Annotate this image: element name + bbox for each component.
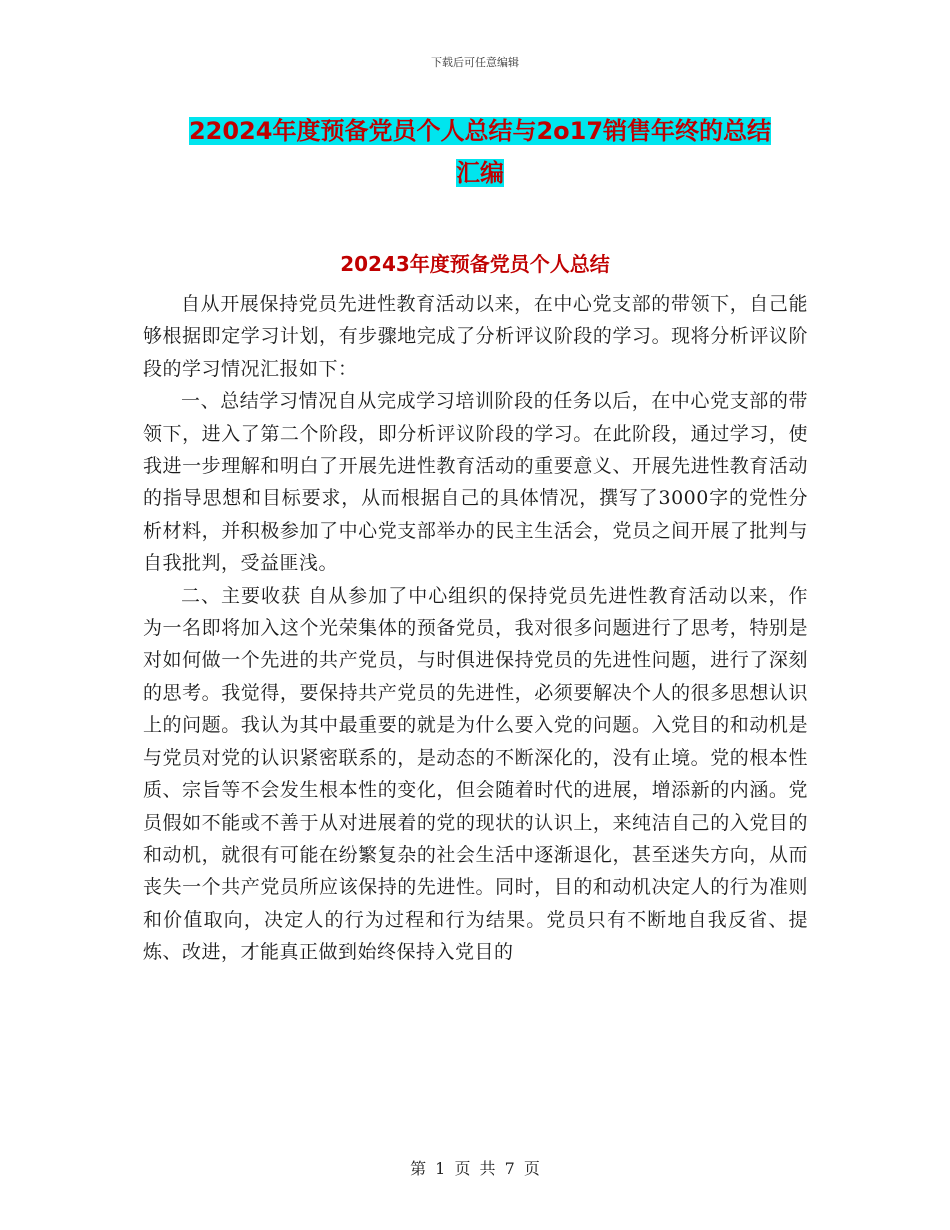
document-title-line-2: 汇编 [456, 159, 504, 187]
paragraph-main-gains: 二、主要收获 自从参加了中心组织的保持党员先进性教育活动以来，作为一名即将加入这个光荣集体的预备党员，我对很多问题进行了思考，特别是对如何做一个先进的共产党员，与时俱进保持党员的先进性问题，进行了深刻的思考。我觉得，要保持共产党员的先进性，必须要解决个人的很多思想认识上的问题。我认为其中最重要的就是为什么要入党的问题。入党目的和动机是与党员对党的认识紧密联系的，是动态的不断深化的，没有止境。党的根本性质、宗旨等不会发生根本性的变化，但会随着时代的进展，增添新的内涵。党员假如不能或不善于从对进展着的党的现状的认识上，来纯洁自己的入党目的和动机，就很有可能在纷繁复杂的社会生活中逐渐退化，甚至迷失方向，从而丧失一个共产党员所应该保持的先进性。同时，目的和动机决定人的行为准则和价值取向，决定人的行为过程和行为结果。党员只有不断地自我反省、提炼、改进，才能真正做到始终保持入党目的 [143, 584, 808, 964]
paragraph-intro: 自从开展保持党员先进性教育活动以来，在中心党支部的带领下，自己能够根据即定学习计划，有步骤地完成了分析评议阶段的学习。现将分析评议阶段的学习情况汇报如下： [143, 293, 808, 380]
section-title: 20243年度预备党员个人总结 [340, 252, 610, 276]
document-title-line-1: 22024年度预备党员个人总结与2o17销售年终的总结 [188, 117, 772, 145]
paragraph-study-summary: 一、总结学习情况自从完成学习培训阶段的任务以后，在中心党支部的带领下，进入了第二个阶段，即分析评议阶段的学习。在此阶段，通过学习，使我进一步理解和明白了开展先进性教育活动的重要意义、开展先进性教育活动的指导思想和目标要求，从而根据自己的具体情况，撰写了3000字的党性分析材料，并积极参加了中心党支部举办的民主生活会，党员之间开展了批判与自我批判，受益匪浅。 [143, 390, 808, 575]
document-title [140, 110, 820, 194]
body-text [143, 288, 808, 969]
header-note: 下载后可任意编辑 [431, 56, 519, 69]
page-footer: 第 1 页 共 7 页 [410, 1159, 540, 1178]
